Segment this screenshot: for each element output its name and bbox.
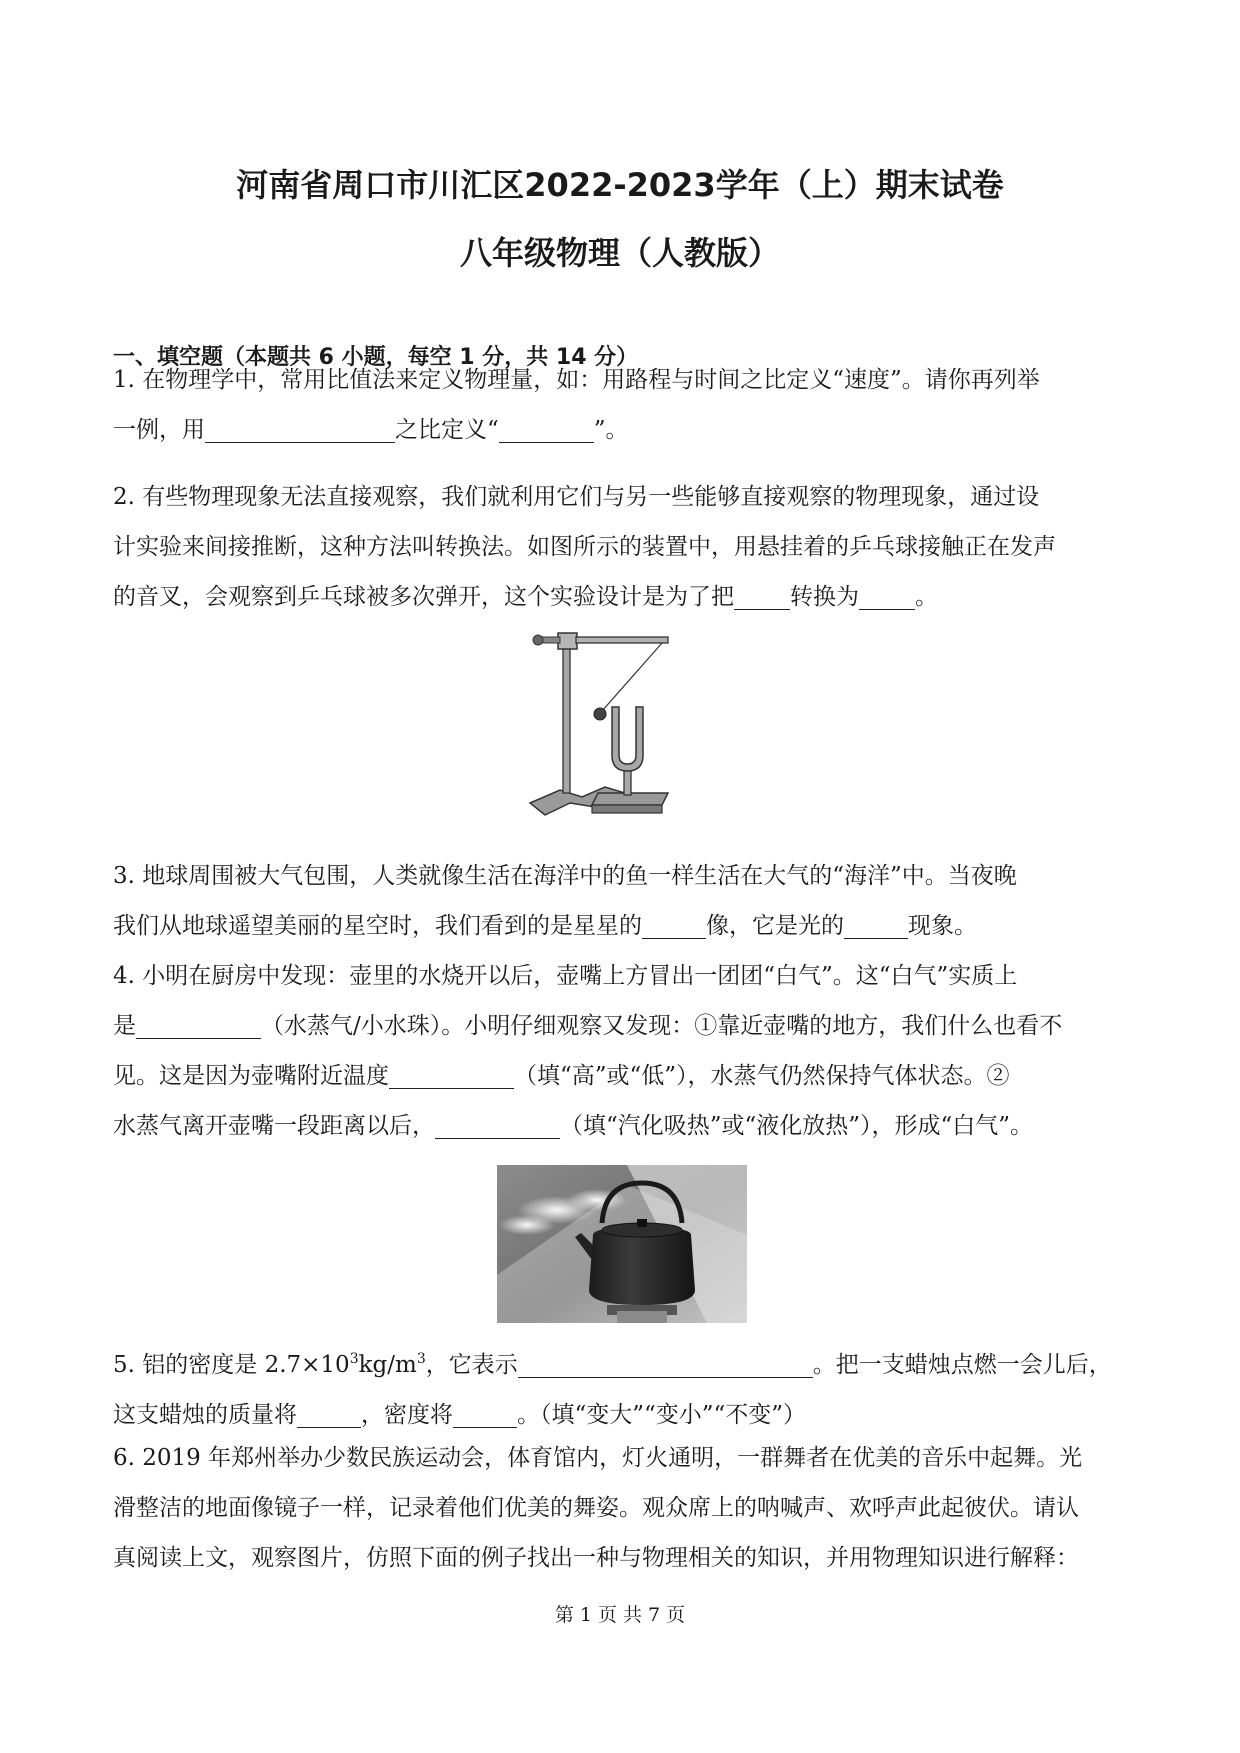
stand-rod	[563, 643, 570, 793]
stand-arm	[576, 637, 668, 643]
q5-blank-3[interactable]	[453, 1401, 517, 1428]
q2-text-c: 。	[915, 584, 938, 610]
q4-blank-2[interactable]	[389, 1062, 514, 1089]
q5-text-c: ，它表示	[425, 1352, 518, 1378]
q2-text-b: 转换为	[790, 584, 859, 610]
q3-text-a: 我们从地球遥望美丽的星空时，我们看到的是星星的	[113, 913, 642, 939]
q4-line2	[113, 1001, 1133, 1051]
q5-text-d: 。把一支蜡烛点燃一会儿后，	[812, 1352, 1112, 1378]
q1-blank-1[interactable]	[205, 416, 395, 443]
tuning-fork	[612, 707, 643, 771]
q6-line3: 真阅读上文，观察图片，仿照下面的例子找出一种与物理相关的知识，并用物理知识进行解释：	[113, 1545, 1079, 1571]
q4-text-e: 水蒸气离开壶嘴一段距离以后，	[113, 1113, 435, 1139]
q5-sup-2: 3	[416, 1351, 426, 1367]
lid-knob	[637, 1219, 647, 1227]
question-1	[113, 355, 1133, 455]
q4-text-a: 是	[113, 1013, 136, 1039]
q5-blank-2[interactable]	[297, 1401, 361, 1428]
screw-knob	[533, 635, 543, 645]
question-4	[113, 951, 1133, 1151]
q3-line2	[113, 901, 1133, 951]
q5-text-a: 5. 铝的密度是 2.7×10	[113, 1352, 350, 1378]
question-2	[113, 472, 1133, 622]
q6-line2: 滑整洁的地面像镜子一样，记录着他们优美的舞姿。观众席上的呐喊声、欢呼声此起彼伏。请认	[113, 1495, 1079, 1521]
q4-text-f: （填“汽化吸热”或“液化放热”），形成“白气”。	[560, 1113, 1034, 1139]
question-5	[113, 1340, 1133, 1440]
string	[602, 643, 662, 711]
steam-cloud-3	[499, 1215, 555, 1235]
q4-line3	[113, 1051, 1133, 1101]
q4-text-c: 见。这是因为壶嘴附近温度	[113, 1063, 389, 1089]
q4-blank-1[interactable]	[136, 1012, 261, 1039]
q5-text-e: 这支蜡烛的质量将	[113, 1402, 297, 1428]
tuning-fork-figure	[510, 625, 670, 820]
q3-text-c: 现象。	[908, 913, 977, 939]
q2-line3	[113, 572, 1133, 622]
q4-line1: 4. 小明在厨房中发现：壶里的水烧开以后，壶嘴上方冒出一团团“白气”。这“白气”实质上	[113, 963, 1018, 989]
q4-text-b: （水蒸气/小水珠）。小明仔细观察又发现：①靠近壶嘴的地方，我们什么也看不	[261, 1013, 1063, 1039]
q2-blank-1[interactable]	[734, 583, 790, 610]
section-heading: 一、填空题（本题共 6 小题，每空 1 分，共 14 分）	[113, 345, 639, 370]
kettle-figure	[497, 1165, 747, 1323]
fork-base-side	[592, 805, 662, 813]
kettle-body	[589, 1227, 695, 1305]
clamp-block	[558, 633, 577, 649]
question-6	[113, 1433, 1133, 1583]
q4-line4	[113, 1101, 1133, 1151]
q4-text-d: （填“高”或“低”），水蒸气仍然保持气体状态。②	[514, 1063, 1010, 1089]
q4-blank-3[interactable]	[435, 1112, 560, 1139]
q5-line1	[113, 1340, 1133, 1390]
q5-text-f: ，密度将	[361, 1402, 453, 1428]
q2-text-a: 的音叉，会观察到乒乓球被多次弹开，这个实验设计是为了把	[113, 584, 734, 610]
q5-sup-1: 3	[349, 1351, 359, 1367]
stove-base	[617, 1311, 667, 1323]
q1-text-a: 一例，用	[113, 417, 205, 443]
q1-text-c: ”。	[593, 417, 629, 443]
q5-text-g: 。（填“变大”“变小”“不变”）	[517, 1402, 807, 1428]
exam-title: 河南省周口市川汇区2022-2023学年（上）期末试卷	[236, 166, 1004, 204]
q3-text-b: 像，它是光的	[706, 913, 844, 939]
q2-line2: 计实验来间接推断，这种方法叫转换法。如图所示的装置中，用悬挂着的乒乓球接触正在发声	[113, 534, 1056, 560]
q2-blank-2[interactable]	[859, 583, 915, 610]
q3-blank-1[interactable]	[642, 912, 706, 939]
q6-line1: 6. 2019 年郑州举办少数民族运动会，体育馆内，灯火通明，一群舞者在优美的音乐中起舞。光	[113, 1445, 1083, 1471]
q2-line1: 2. 有些物理现象无法直接观察，我们就利用它们与另一些能够直接观察的物理现象，通过设	[113, 484, 1040, 510]
q1-text-b: 之比定义“	[395, 417, 499, 443]
q5-text-b: kg/m	[358, 1352, 417, 1378]
q1-line1: 1. 在物理学中，常用比值法来定义物理量，如：用路程与时间之比定义“速度”。请你再列举	[113, 367, 1040, 393]
q3-line1: 3. 地球周围被大气包围，人类就像生活在海洋中的鱼一样生活在大气的“海洋”中。当夜晚	[113, 863, 1017, 889]
question-3	[113, 851, 1133, 951]
q3-blank-2[interactable]	[844, 912, 908, 939]
ping-pong-ball	[594, 708, 606, 720]
page-footer: 第 1 页 共 7 页	[554, 1604, 686, 1626]
q1-line2	[113, 405, 1133, 455]
exam-subtitle: 八年级物理（人教版）	[459, 234, 780, 272]
q5-blank-1[interactable]	[518, 1351, 813, 1378]
q1-blank-2[interactable]	[499, 416, 594, 443]
